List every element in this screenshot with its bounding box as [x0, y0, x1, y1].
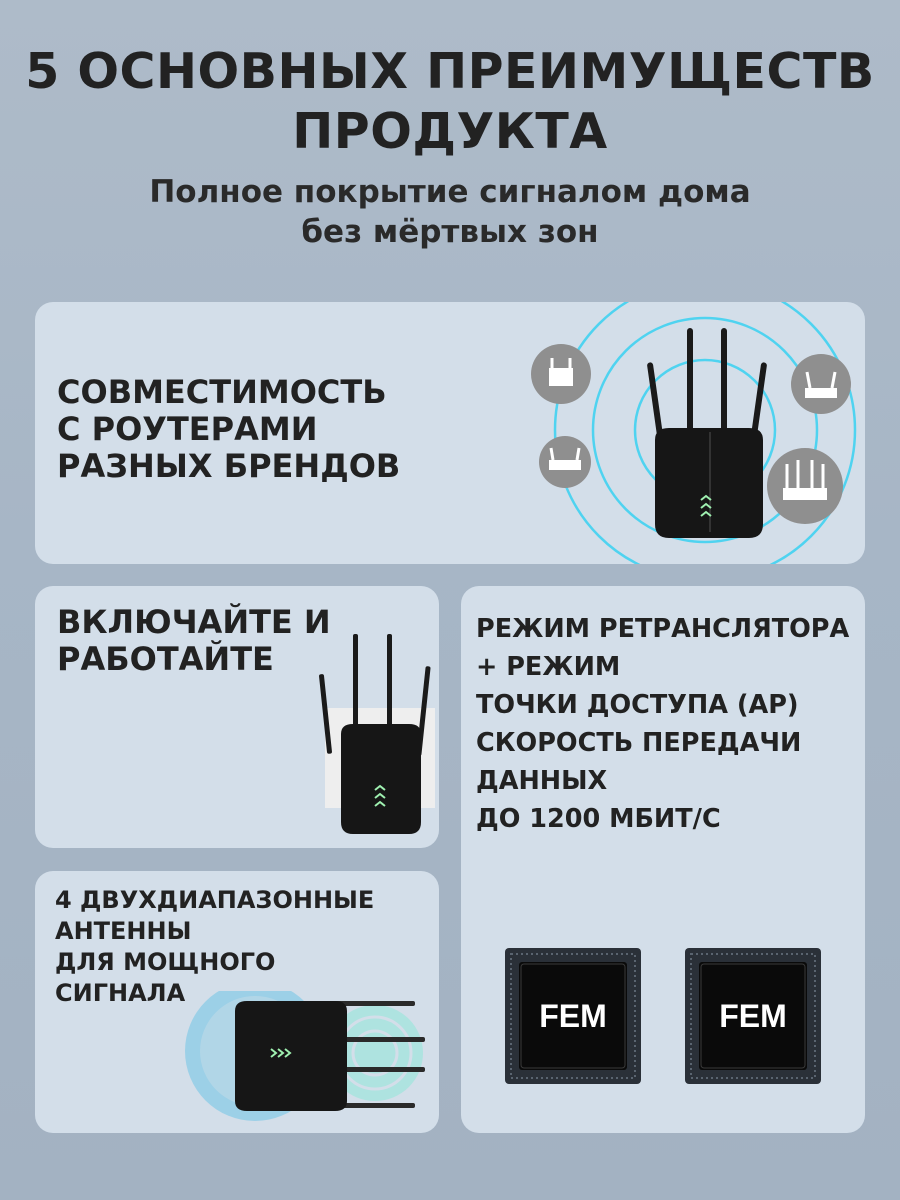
modes-card	[461, 586, 865, 1133]
compatibility-card	[35, 302, 865, 564]
router-icon	[767, 448, 843, 524]
modes-text: РЕЖИМ РЕТРАНСЛЯТОРА + РЕЖИМ ТОЧКИ ДОСТУПА (AP) СКОРОСТЬ ПЕРЕДАЧИ ДАННЫХ ДО 1200 МБИТ/С	[476, 614, 850, 834]
router-icon	[539, 436, 591, 488]
repeater-antennas-signal-icon	[175, 991, 439, 1133]
fem-chip-label: FEM	[719, 997, 787, 1034]
antennas-card	[35, 871, 439, 1133]
page-title: 5 ОСНОВНЫХ ПРЕИМУЩЕСТВ ПРОДУКТА	[25, 43, 875, 160]
antennas-text: 4 ДВУХДИАПАЗОННЫЕ АНТЕННЫ ДЛЯ МОЩНОГО СИГНАЛА	[55, 886, 375, 1007]
page-subtitle: Полное покрытие сигналом дома без мёртвых зон	[149, 174, 751, 250]
repeater-in-outlet-icon	[313, 626, 439, 848]
plug-and-play-text: ВКЛЮЧАЙТЕ И РАБОТАЙТЕ	[57, 603, 331, 678]
repeater-with-routers-icon	[505, 302, 865, 564]
compatibility-text: СОВМЕСТИМОСТЬ С РОУТЕРАМИ РАЗНЫХ БРЕНДОВ	[57, 373, 401, 485]
router-icon	[531, 344, 591, 404]
fem-chip	[505, 948, 641, 1084]
router-icon	[791, 354, 851, 414]
fem-chip-label: FEM	[539, 997, 607, 1034]
fem-chip	[685, 948, 821, 1084]
plug-and-play-card	[35, 586, 439, 848]
